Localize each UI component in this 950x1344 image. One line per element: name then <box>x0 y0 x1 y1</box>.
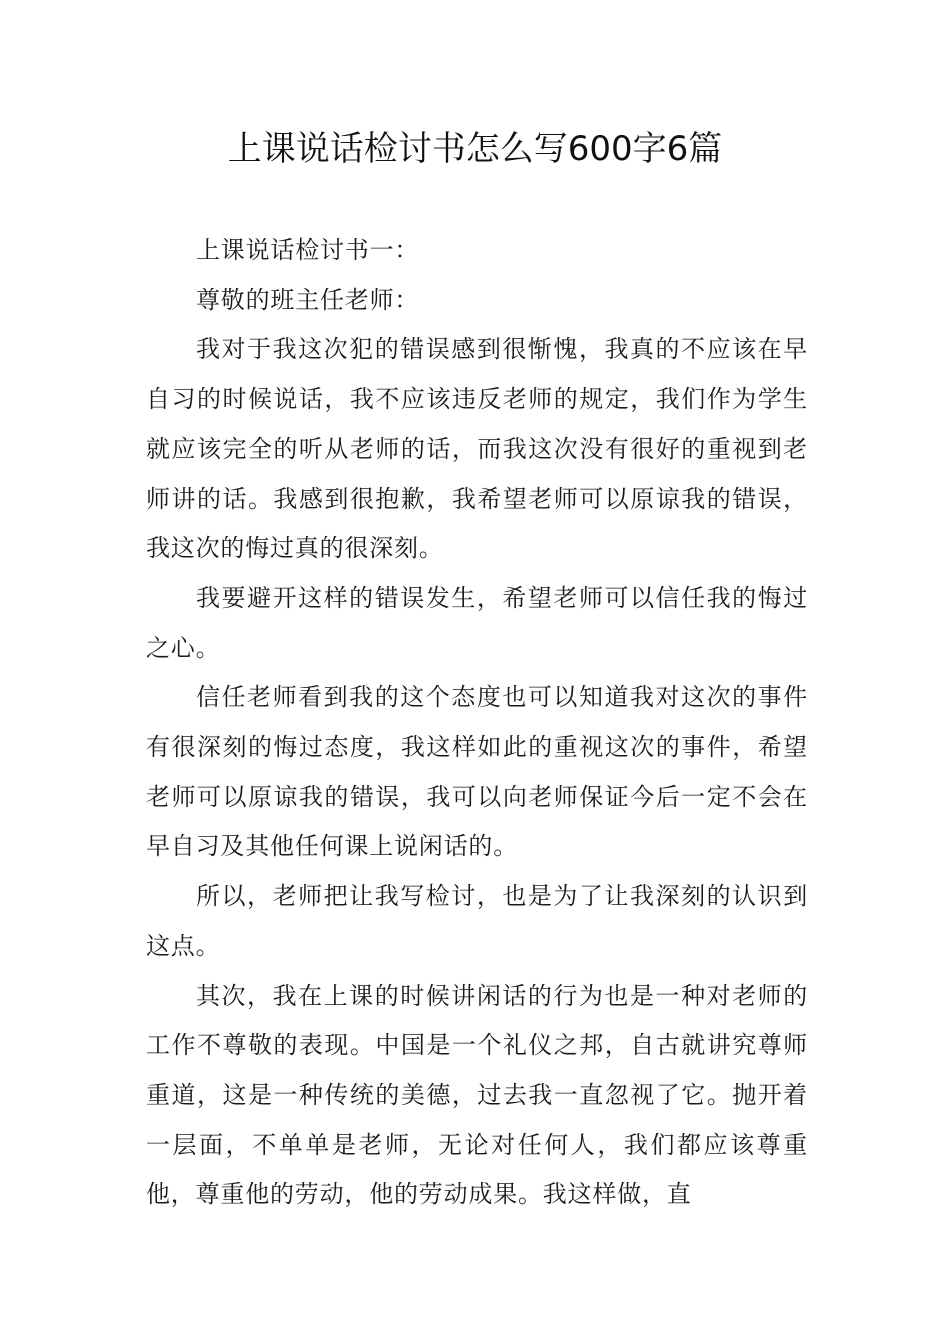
paragraph: 所以，老师把让我写检讨，也是为了让我深刻的认识到这点。 <box>146 882 808 960</box>
paragraph: 我要避开这样的错误发生，希望老师可以信任我的悔过之心。 <box>146 583 808 662</box>
paragraph-heading: 上课说话检讨书一： <box>196 236 420 264</box>
document-title: 上课说话检讨书怎么写600字6篇 <box>227 129 723 169</box>
document-body <box>146 226 808 1220</box>
paragraph: 其次，我在上课的时候讲闲话的行为也是一种对老师的工作不尊敬的表现。中国是一个礼仪之邦，自古就讲究尊师重道，这是一种传统的美德，过去我一直忽视了它。抛开着一层面，不单单是老师，无论对任何人，我们都应该尊重他，尊重他的劳动，他的劳动成果。我这样做，直 <box>146 981 808 1209</box>
paragraph-salutation: 尊敬的班主任老师： <box>196 285 420 314</box>
paragraph: 信任老师看到我的这个态度也可以知道我对这次的事件有很深刻的悔过态度，我这样如此的重视这次的事件，希望老师可以原谅我的错误，我可以向老师保证今后一定不会在早自习及其他任何课上说闲话的。 <box>146 683 808 861</box>
paragraph: 我对于我这次犯的错误感到很惭愧，我真的不应该在早自习的时候说话，我不应该违反老师的规定，我们作为学生就应该完全的听从老师的话，而我这次没有很好的重视到老师讲的话。我感到很抱歉，我希望老师可以原谅我的错误，我这次的悔过真的很深刻。 <box>146 335 808 563</box>
